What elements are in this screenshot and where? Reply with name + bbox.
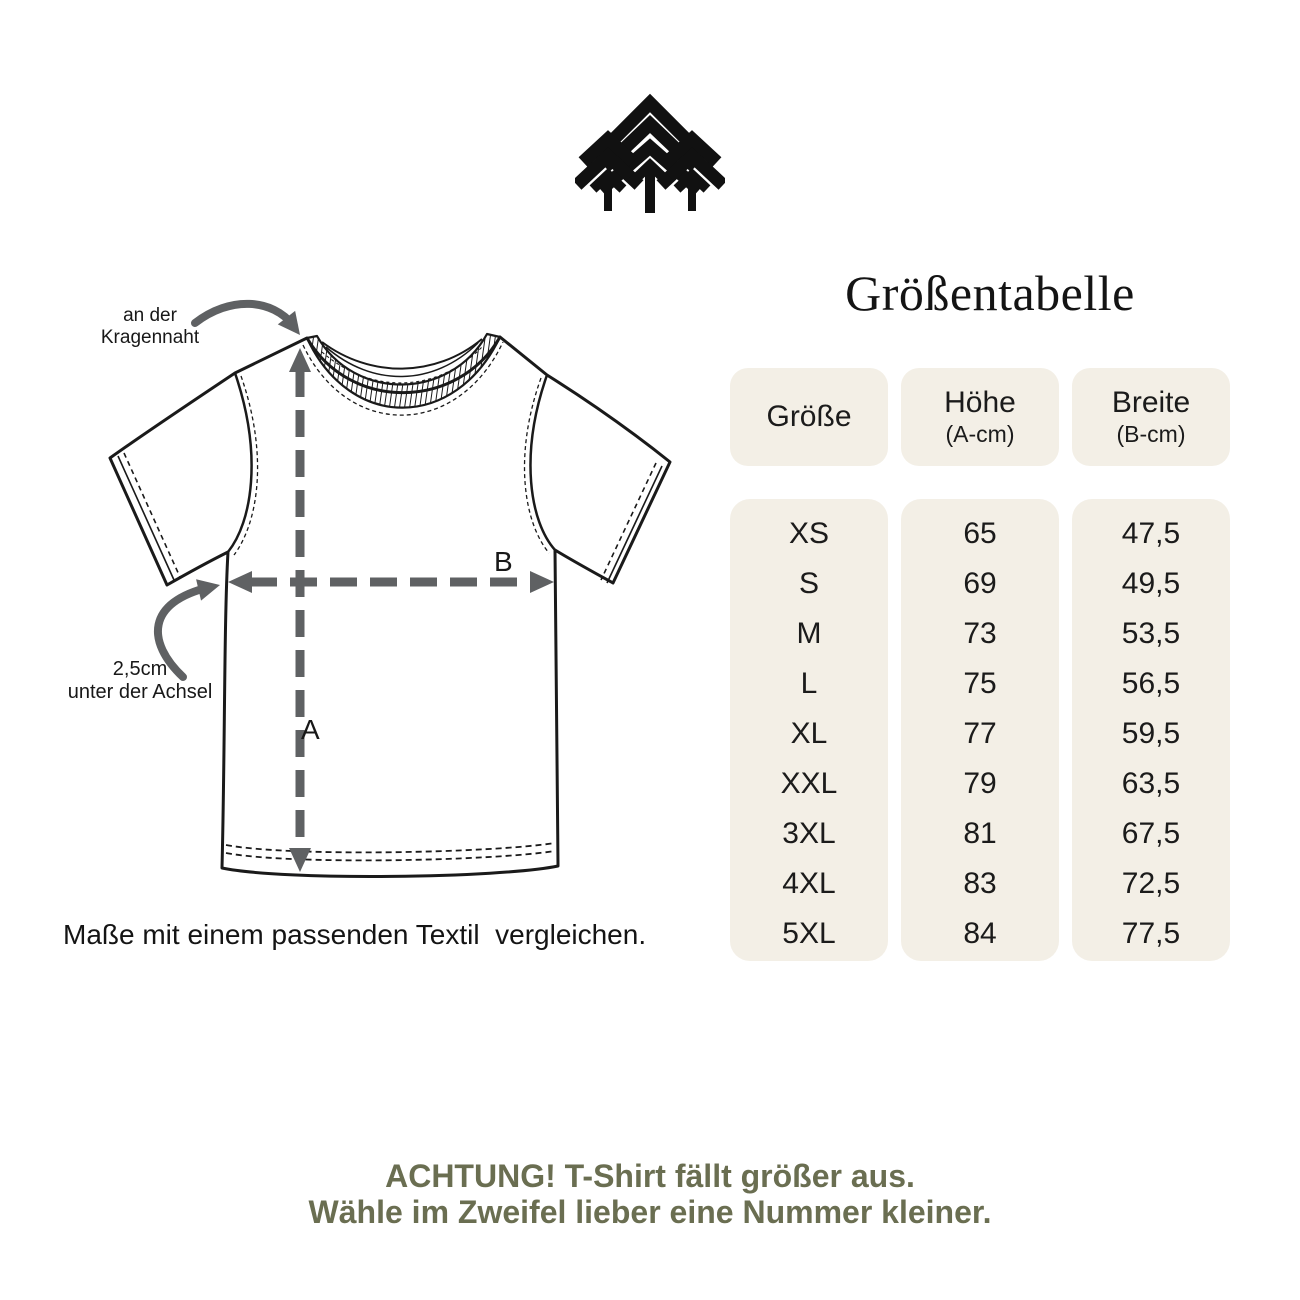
table-cell: 75: [963, 667, 997, 700]
table-cell: 81: [963, 817, 997, 850]
table-cell: XL: [790, 717, 828, 750]
size-warning-line2: Wähle im Zweifel lieber eine Nummer kleiner.: [308, 1194, 992, 1230]
table-cell: 69: [963, 567, 997, 600]
table-cell: 73: [963, 617, 997, 650]
table-cell: 59,5: [1121, 717, 1181, 750]
collar-annotation-line1: an der: [123, 305, 177, 326]
fir-trees-logo-icon: [575, 92, 725, 217]
width-column: [1072, 499, 1230, 961]
table-cell: 72,5: [1121, 867, 1181, 900]
table-cell: 4XL: [782, 867, 836, 900]
col-header-height-unit: (A-cm): [945, 421, 1015, 447]
table-cell: L: [800, 667, 818, 700]
page-title: Größentabelle: [845, 265, 1135, 321]
table-cell: 49,5: [1121, 567, 1181, 600]
table-cell: 47,5: [1121, 517, 1181, 550]
table-cell: 3XL: [782, 817, 836, 850]
collar-annotation: [70, 305, 230, 349]
tshirt-diagram-graphic: [50, 290, 710, 910]
size-warning-line1: ACHTUNG! T-Shirt fällt größer aus.: [385, 1158, 915, 1194]
col-header-size-label: Größe: [766, 400, 852, 433]
armpit-annotation: [50, 658, 230, 704]
col-header-height-label: Höhe: [944, 386, 1016, 419]
col-header-size: [730, 368, 888, 466]
table-cell: 84: [963, 917, 997, 950]
col-header-width-label: Breite: [1111, 386, 1191, 419]
size-table-body: [730, 499, 1230, 961]
size-table-header: [730, 368, 1230, 466]
armpit-annotation-line1: 2,5cm: [112, 658, 168, 680]
table-cell: M: [796, 617, 822, 650]
table-cell: S: [798, 567, 819, 600]
col-header-width-unit: (B-cm): [1116, 421, 1186, 447]
col-header-height: [901, 368, 1059, 466]
table-cell: 77,5: [1121, 917, 1181, 950]
table-cell: 65: [963, 517, 997, 550]
table-cell: 79: [963, 767, 997, 800]
table-cell: 63,5: [1121, 767, 1181, 800]
table-cell: 83: [963, 867, 997, 900]
size-warning: [0, 1158, 1300, 1230]
width-dimension-label: B: [494, 546, 513, 577]
table-cell: XS: [788, 517, 830, 550]
col-header-width: [1072, 368, 1230, 466]
compare-note: Maße mit einem passenden Textil vergleichen.: [63, 919, 647, 950]
table-cell: 67,5: [1121, 817, 1181, 850]
tshirt-outline: [110, 337, 670, 876]
table-cell: 56,5: [1121, 667, 1181, 700]
armpit-annotation-line2: unter der Achsel: [67, 681, 213, 703]
table-cell: XXL: [780, 767, 838, 800]
collar-annotation-line2: Kragennaht: [100, 327, 200, 348]
height-dimension-label: A: [301, 714, 320, 745]
height-column: [901, 499, 1059, 961]
size-column: [730, 499, 888, 961]
size-table: [730, 368, 1230, 961]
table-cell: 5XL: [782, 917, 836, 950]
table-cell: 53,5: [1121, 617, 1181, 650]
table-cell: 77: [963, 717, 997, 750]
